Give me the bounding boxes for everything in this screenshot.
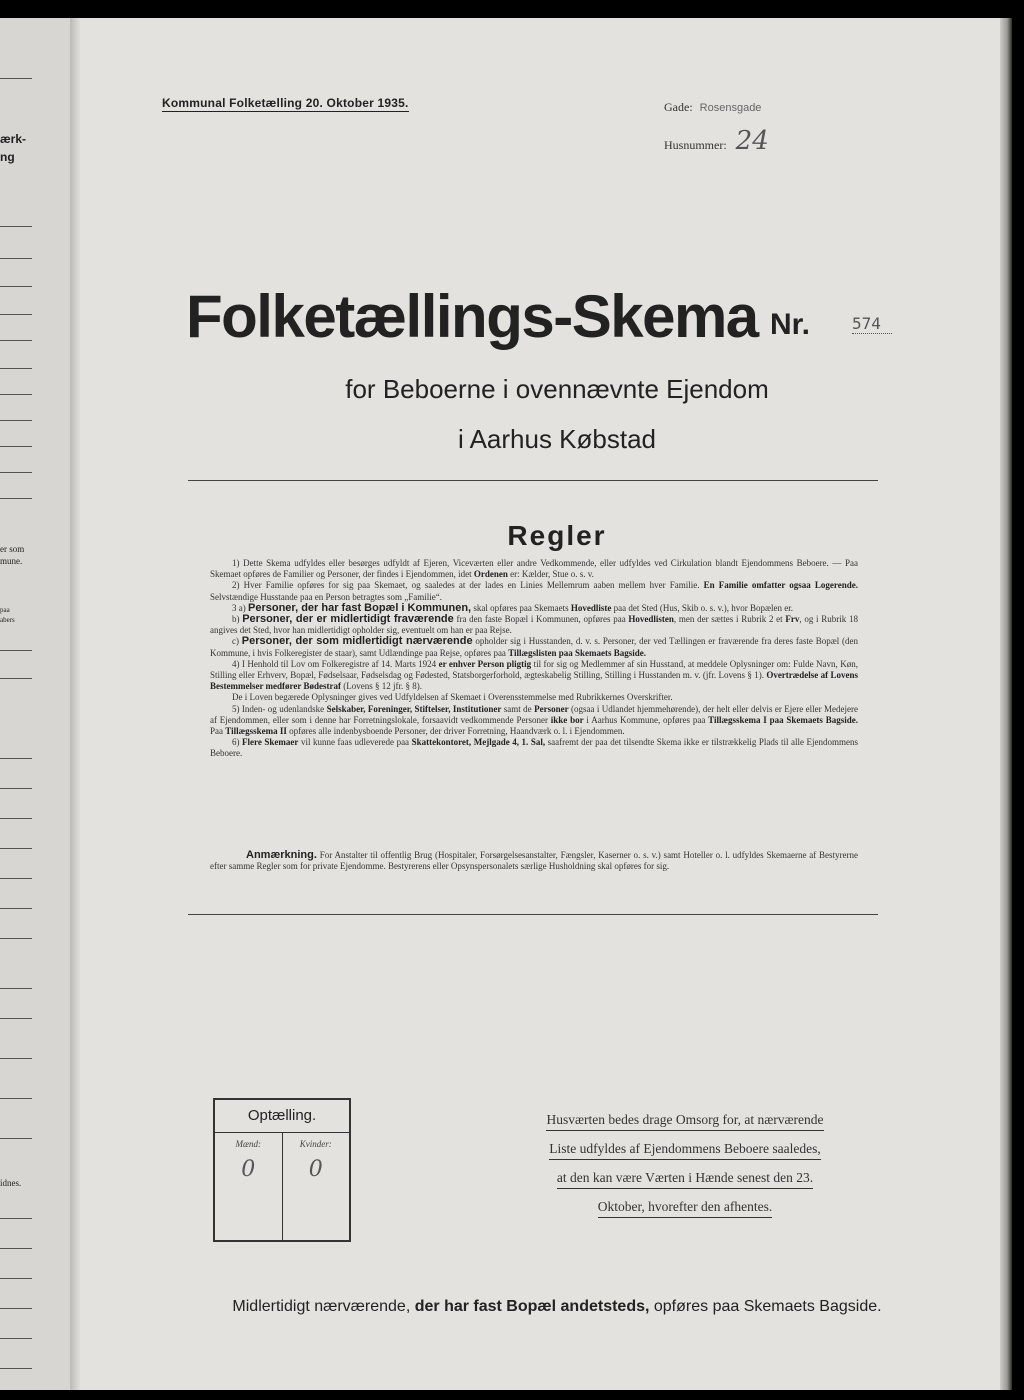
facing-page-text: mune. — [0, 556, 23, 566]
rule-4: 4) I Henhold til Lov om Folkeregistre af 14. Marts 1924 er enhver Person pligtig til for sig og Medlemmer af sin Husstand, at meddele Oplysninger om: Fulde Navn, Køn, Stilling eller Erhverv, Bopæl, Fødselsaar, Fødselsdag og Fødested, Statsborgerforhold, ægteskabelig Stilling, Stilling i Husstanden m. v. (jfr. Lovens § 1). Overtrædelse af Lovens Bestemmelser medfører Bødestraf (Lovens § 12 jfr. § 8). — [210, 658, 858, 692]
rule-1: 1) Dette Skema udfyldes eller besørges udfyldt af Ejeren, Viceværten eller andre Vedkommende, eller udfyldes ved Cirkulation blandt Ejendommens Beboere. — Paa Skemaet opføres de Familier og Personer, der findes i Ejendommen, idet Ordenen er: Kælder, Stue o. s. v. — [210, 558, 858, 580]
form-number-value: 574 — [852, 314, 892, 334]
form-subtitle: for Beboerne i ovennævnte Ejendom — [345, 374, 769, 404]
facing-page-text: ærk- — [0, 132, 27, 146]
maend-count: 0 — [241, 1157, 256, 1182]
maend-column — [215, 1133, 282, 1241]
rule-5: 5) Inden- og udenlandske Selskaber, Foreninger, Stiftelser, Institutioner samt de Personer (ogsaa i Udlandet hjemmehørende), der helt eller delvis er Ejere eller Medejere af Ejendommen, eller som i denne har Forretningslokale, forsaavidt vedkommende Personer ikke bor i Aarhus Kommune, opføres paa Tillægsskema I paa Skemaets Bagside. Paa Tillægsskema II opføres alle indenbysboende Personer, der driver Forretning, Haandværk o. l. i Ejendommen. — [210, 703, 858, 737]
notice-line: Oktober, hvorefter den afhentes. — [598, 1199, 773, 1218]
form-subtitle-city: i Aarhus Købstad — [458, 424, 656, 454]
gade-field — [664, 100, 761, 115]
book-gutter — [70, 18, 80, 1390]
form-number-label: Nr. — [770, 308, 811, 341]
divider — [188, 480, 878, 481]
form-title: Folketællings-Skema — [186, 283, 758, 350]
rule-6: 6) Flere Skemaer vil kunne faas udleverede paa Skattekontoret, Mejlgade 4, 1. Sal, saafremt der paa det tilsendte Skema ikke er tilstrækkelig Plads til alle Ejendommens Beboere. — [210, 737, 859, 759]
husnummer-value: 24 — [735, 126, 769, 156]
facing-page-text: abers — [0, 616, 15, 624]
maend-label: Mænd: — [235, 1139, 261, 1149]
facing-page-text: ng — [0, 150, 15, 164]
anmaerkning-label: Anmærkning. — [246, 849, 317, 861]
rules-text — [210, 558, 858, 760]
rule-2: 2) Hver Familie opføres for sig paa Skemaet, og saaledes at der lades en Linies Mellemrum aaben mellem hver Familie. En Familie omfatter ogsaa Logerende. Selvstændige Husstande paa en Person betragtes som „Familie“. — [210, 580, 858, 602]
gade-label: Gade: — [664, 100, 693, 114]
facing-page-text: idnes. — [0, 1178, 22, 1188]
rule-3b: b) Personer, der er midlertidigt fraværende fra den faste Bopæl i Kommunen, opføres paa Hovedlisten, men der sættes i Rubrik 2 et Frv, og i Rubrik 18 angives det Sted, hvor han midlertidigt opholder sig, eventuelt om han er paa Rejse. — [210, 613, 858, 636]
kvinder-label: Kvinder: — [299, 1139, 332, 1149]
divider — [188, 914, 878, 915]
page-edge — [1000, 18, 1012, 1390]
facing-page-text: er som — [0, 544, 25, 554]
census-form-page — [80, 18, 1000, 1390]
footer-note: Midlertidigt nærværende, der har fast Bopæl andetsteds, opføres paa Skemaets Bagside. — [232, 1298, 882, 1315]
optaelling-title: Optælling. — [215, 1100, 349, 1133]
husnummer-label: Husnummer: — [664, 138, 727, 152]
notice-line: Liste udfyldes af Ejendommens Beboere saaledes, — [549, 1141, 820, 1160]
kvinder-count: 0 — [308, 1157, 323, 1182]
notice-line: at den kan være Værten i Hænde senest den 23. — [557, 1170, 813, 1189]
rule-4-note: De i Loven begærede Oplysninger gives ved Udfyldelsen af Skemaet i Overensstemmelse med Rubrikkernes Overskrifter. — [232, 692, 673, 703]
rules-heading: Regler — [507, 520, 607, 551]
optaelling-box — [213, 1098, 351, 1242]
landlord-notice — [510, 1112, 860, 1228]
husnummer-field — [664, 126, 769, 156]
rule-3c: c) Personer, der som midlertidigt nærværende opholder sig i Husstanden, d. v. s. Personer, der ved Tællingen er fraværende fra deres faste Bopæl (den Kommune, i hvis Folkeregister de staar), samt Udlændinge paa Rejse, opføres paa Tillægslisten paa Skemaets Bagside. — [210, 635, 858, 658]
anmaerkning-text: For Anstalter til offentlig Brug (Hospitaler, Forsørgelsesanstalter, Fængsler, Kaserner o. s. v.) samt Hoteller o. l. udfyldes Skemaerne af Bestyrerne efter samme Regler som for private Ejendomme. Bestyrerens eller Opsynspersonalets særlige Husholdning skal opføres for sig. — [210, 850, 858, 872]
gade-value: Rosensgade — [699, 102, 762, 114]
facing-page-text: paa — [0, 606, 10, 614]
census-header: Kommunal Folketælling 20. Oktober 1935. — [162, 96, 409, 110]
notice-line: Husværten bedes drage Omsorg for, at nærværende — [546, 1112, 823, 1131]
facing-page-edge — [0, 18, 70, 1390]
rule-3a: 3 a) Personer, der har fast Bopæl i Kommunen, skal opføres paa Skemaets Hovedliste paa det Sted (Hus, Skib o. s. v.), hvor Bopælen er. — [232, 601, 793, 614]
anmaerkning-note — [210, 850, 858, 872]
kvinder-column — [282, 1133, 350, 1241]
